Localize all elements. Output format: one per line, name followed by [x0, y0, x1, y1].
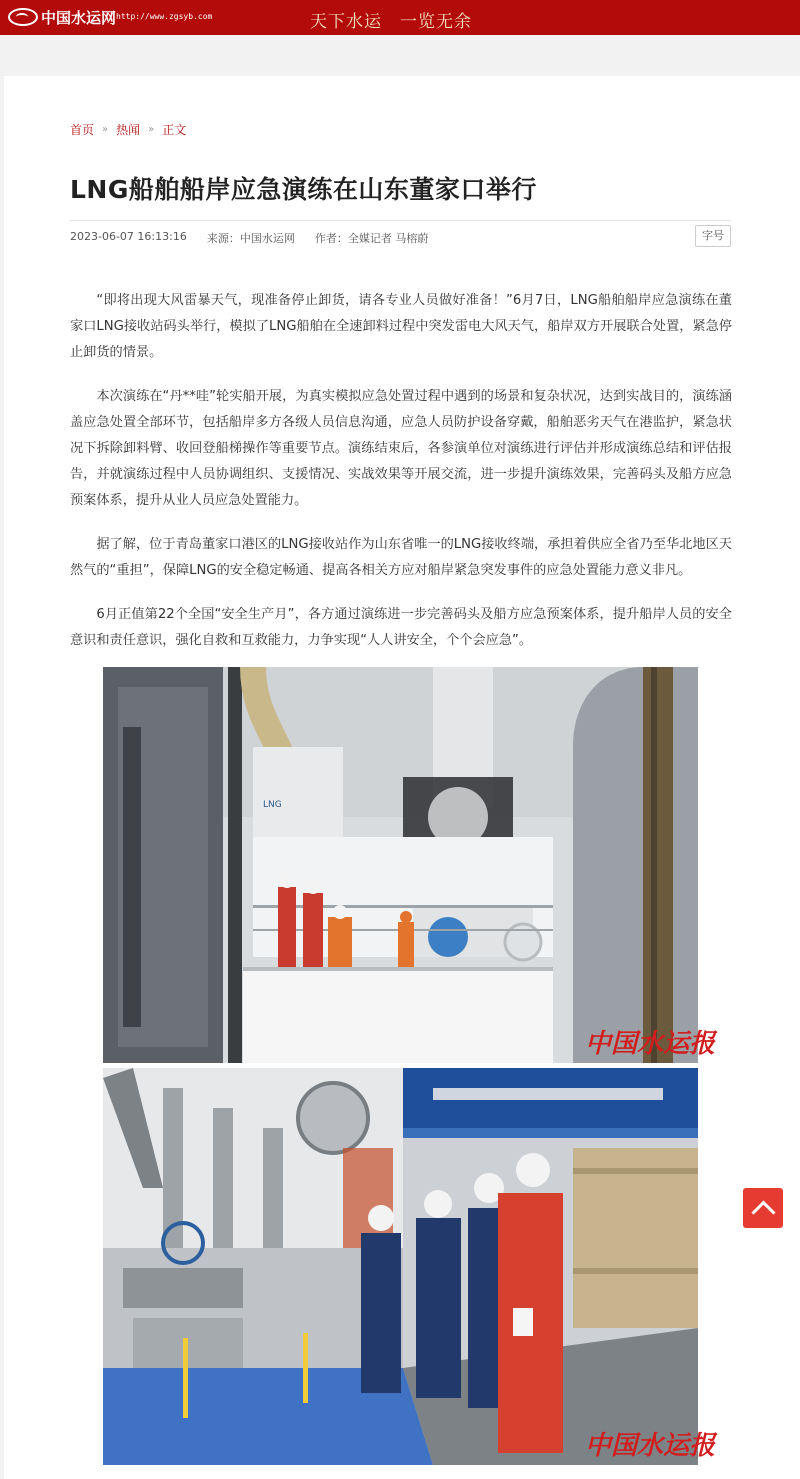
site-header — [0, 0, 800, 35]
photo-watermark: 中国水运报 — [585, 1029, 716, 1059]
article-photo-ship-deck — [103, 667, 716, 1063]
back-to-top-button[interactable] — [743, 1188, 783, 1228]
article-body — [70, 288, 732, 672]
article-source: 来源：中国水运网 — [206, 232, 295, 245]
photo-watermark: 中国水运报 — [585, 1431, 716, 1461]
font-size-button[interactable]: 字号 — [695, 225, 731, 247]
svg-text:LNG: LNG — [263, 800, 282, 810]
article-paragraph: “即将出现大风雷暴天气，现准备停止卸货，请各专业人员做好准备！”6月7日，LNG船舶船岸应急演练在董家口LNG接收站码头举行，模拟了LNG船舶在全速卸料过程中突发雷电大风天气，船岸双方开展联合处置，紧急停止卸货的情景。 — [70, 293, 732, 360]
breadcrumb-home[interactable]: 首页 — [70, 123, 95, 137]
breadcrumb-current: 正文 — [162, 123, 187, 137]
breadcrumb-hot-news[interactable]: 热闻 — [116, 123, 141, 137]
logo-text: 中国水运网 — [41, 8, 117, 27]
title-divider — [70, 220, 731, 221]
site-logo[interactable] — [8, 6, 116, 28]
publish-date: 2023-06-07 16:13:16 — [70, 230, 187, 243]
article-paragraph: 据了解，位于青岛董家口港区的LNG接收站作为山东省唯一的LNG接收终端，承担着供应全省乃至华北地区天然气的“重担”，保障LNG的安全稳定畅通、提高各相关方应对船岸紧急突发事件的应急处置能力意义非凡。 — [70, 537, 732, 578]
site-slogan: 天下水运 一览无余 — [310, 12, 472, 32]
article-paragraph: 6月正值第22个全国“安全生产月”，各方通过演练进一步完善码头及船方应急预案体系，提升船岸人员的安全意识和责任意识，强化自救和互救能力，力争实现“人人讲安全，个个会应急”。 — [70, 607, 732, 648]
breadcrumb-separator: » — [148, 124, 155, 135]
article-photo-terminal-officers — [103, 1068, 716, 1465]
article-title: LNG船舶船岸应急演练在山东董家口举行 — [70, 175, 537, 204]
article-author: 作者：全媒记者 马榕蔚 — [314, 232, 429, 245]
logo-url: http://www.zgsyb.com — [116, 12, 213, 21]
logo-emblem-icon — [8, 8, 38, 26]
breadcrumb — [70, 121, 186, 138]
breadcrumb-separator: » — [102, 124, 109, 135]
article-paragraph: 本次演练在“丹**哇”轮实船开展，为真实模拟应急处置过程中遇到的场景和复杂状况，达到实战目的，演练涵盖应急处置全部环节，包括船岸多方各级人员信息沟通，应急人员防护设备穿戴，船舶恶劣天气在港监护，紧急状况下拆除卸料臂、收回登船梯操作等重要节点。演练结束后，各参演单位对演练进行评估并形成演练总结和评估报告，并就演练过程中人员协调组织、支援情况、实战效果等开展交流，进一步提升演练效果，完善码头及船方应急预案体系，提升从业人员应急处置能力。 — [70, 389, 732, 508]
article-meta — [70, 230, 428, 246]
